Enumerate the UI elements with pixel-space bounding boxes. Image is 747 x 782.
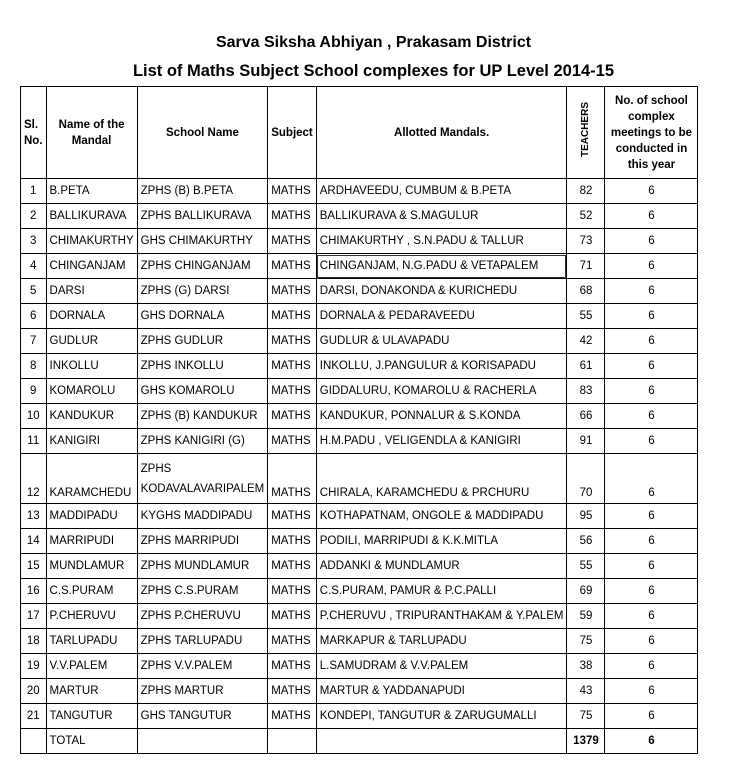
total-meetings: 6 [605, 729, 698, 754]
cell-mandal: BALLIKURAVA [46, 204, 137, 229]
cell-mandal: C.S.PURAM [46, 579, 137, 604]
cell-meetings: 6 [605, 554, 698, 579]
cell-subject: MATHS [268, 329, 317, 354]
cell-meetings: 6 [605, 579, 698, 604]
cell-school-name: ZPHS BALLIKURAVA [137, 204, 268, 229]
cell-allotted-mandals: CHIRALA, KARAMCHEDU & PRCHURU [316, 454, 567, 504]
cell-allotted-mandals: ARDHAVEEDU, CUMBUM & B.PETA [316, 179, 567, 204]
cell-subject: MATHS [268, 604, 317, 629]
cell-mandal: MARTUR [46, 679, 137, 704]
cell-allotted-mandals: P.CHERUVU , TRIPURANTHAKAM & Y.PALEM [316, 604, 567, 629]
cell-meetings: 6 [605, 504, 698, 529]
cell-subject: MATHS [268, 179, 317, 204]
cell-subject: MATHS [268, 554, 317, 579]
cell-meetings: 6 [605, 654, 698, 679]
table-row [21, 679, 698, 704]
cell-teachers: 43 [567, 679, 605, 704]
cell-allotted-mandals: MARTUR & YADDANAPUDI [316, 679, 567, 704]
cell-teachers: 69 [567, 579, 605, 604]
cell-teachers: 61 [567, 354, 605, 379]
cell-allotted-mandals: GUDLUR & ULAVAPADU [316, 329, 567, 354]
header-school-name: School Name [137, 87, 268, 179]
cell-sl-no: 1 [21, 179, 47, 204]
cell-teachers: 70 [567, 454, 605, 504]
cell-teachers: 55 [567, 554, 605, 579]
cell-school-name: ZPHS MUNDLAMUR [137, 554, 268, 579]
cell-sl-no: 17 [21, 604, 47, 629]
cell-meetings: 6 [605, 304, 698, 329]
table-row [21, 354, 698, 379]
cell-school-name: ZPHS MARTUR [137, 679, 268, 704]
cell-allotted-mandals: CHIMAKURTHY , S.N.PADU & TALLUR [316, 229, 567, 254]
cell-mandal: MUNDLAMUR [46, 554, 137, 579]
cell-mandal: DORNALA [46, 304, 137, 329]
cell-school-name: ZPHS V.V.PALEM [137, 654, 268, 679]
cell-sl-no: 10 [21, 404, 47, 429]
cell-sl-no: 9 [21, 379, 47, 404]
cell-allotted-mandals: H.M.PADU , VELIGENDLA & KANIGIRI [316, 429, 567, 454]
cell-allotted-mandals: L.SAMUDRAM & V.V.PALEM [316, 654, 567, 679]
cell-school-name: ZPHS P.CHERUVU [137, 604, 268, 629]
table-row [21, 329, 698, 354]
total-teachers: 1379 [567, 729, 605, 754]
cell-school-name: ZPHS TARLUPADU [137, 629, 268, 654]
cell-school-name: KYGHS MADDIPADU [137, 504, 268, 529]
header-teachers [567, 87, 605, 179]
cell-school-name: ZPHS MARRIPUDI [137, 529, 268, 554]
cell-school-name: ZPHS GUDLUR [137, 329, 268, 354]
cell-subject: MATHS [268, 254, 317, 279]
cell-subject: MATHS [268, 704, 317, 729]
cell-mandal: MADDIPADU [46, 504, 137, 529]
cell-subject: MATHS [268, 679, 317, 704]
table-row [21, 179, 698, 204]
cell-meetings: 6 [605, 229, 698, 254]
cell-meetings: 6 [605, 279, 698, 304]
cell-subject: MATHS [268, 654, 317, 679]
cell-subject: MATHS [268, 204, 317, 229]
table-row [21, 529, 698, 554]
cell-mandal: KANIGIRI [46, 429, 137, 454]
cell-school-name: ZPHS KANIGIRI (G) [137, 429, 268, 454]
cell-mandal: KARAMCHEDU [46, 454, 137, 504]
cell-school-name: ZPHS CHINGANJAM [137, 254, 268, 279]
cell-allotted-mandals: GIDDALURU, KOMAROLU & RACHERLA [316, 379, 567, 404]
cell-teachers: 83 [567, 379, 605, 404]
cell-teachers: 71 [567, 254, 605, 279]
cell-mandal: KANDUKUR [46, 404, 137, 429]
cell-subject: MATHS [268, 529, 317, 554]
cell-mandal: DARSI [46, 279, 137, 304]
cell-sl-no: 14 [21, 529, 47, 554]
cell-teachers: 82 [567, 179, 605, 204]
header-mandal: Name of the Mandal [46, 87, 137, 179]
cell-allotted-mandals: PODILI, MARRIPUDI & K.K.MITLA [316, 529, 567, 554]
table-row [21, 279, 698, 304]
cell-allotted-mandals: KOTHAPATNAM, ONGOLE & MADDIPADU [316, 504, 567, 529]
cell-mandal: CHINGANJAM [46, 254, 137, 279]
cell-meetings: 6 [605, 179, 698, 204]
cell-sl-no: 2 [21, 204, 47, 229]
total-label: TOTAL [46, 729, 137, 754]
cell-teachers: 95 [567, 504, 605, 529]
cell-sl-no: 20 [21, 679, 47, 704]
cell-allotted-mandals: INKOLLU, J.PANGULUR & KORISAPADU [316, 354, 567, 379]
cell-teachers: 56 [567, 529, 605, 554]
cell-mandal: V.V.PALEM [46, 654, 137, 679]
table-row [21, 604, 698, 629]
table-row [21, 429, 698, 454]
cell-meetings: 6 [605, 704, 698, 729]
cell-meetings: 6 [605, 454, 698, 504]
cell-school-name: GHS KOMAROLU [137, 379, 268, 404]
cell-school-name: ZPHS INKOLLU [137, 354, 268, 379]
cell-teachers: 55 [567, 304, 605, 329]
cell-subject: MATHS [268, 354, 317, 379]
cell-allotted-mandals: KONDEPI, TANGUTUR & ZARUGUMALLI [316, 704, 567, 729]
document-subtitle: List of Maths Subject School complexes for UP Level 2014-15 [132, 62, 615, 80]
cell-sl-no: 21 [21, 704, 47, 729]
cell-sl-no: 3 [21, 229, 47, 254]
cell-teachers: 59 [567, 604, 605, 629]
header-subject: Subject [268, 87, 317, 179]
cell-mandal: INKOLLU [46, 354, 137, 379]
table-row [21, 254, 698, 279]
cell-teachers: 75 [567, 629, 605, 654]
table-row [21, 379, 698, 404]
cell-allotted-mandals: BALLIKURAVA & S.MAGULUR [316, 204, 567, 229]
cell-mandal: GUDLUR [46, 329, 137, 354]
cell-teachers: 68 [567, 279, 605, 304]
cell-meetings: 6 [605, 604, 698, 629]
cell-teachers: 42 [567, 329, 605, 354]
cell-school-name: ZPHS (B) KANDUKUR [137, 404, 268, 429]
cell-meetings: 6 [605, 679, 698, 704]
cell-sl-no: 12 [21, 454, 47, 504]
school-complex-table [20, 86, 698, 754]
cell-mandal: B.PETA [46, 179, 137, 204]
cell-meetings: 6 [605, 429, 698, 454]
table-row [21, 654, 698, 679]
cell-teachers: 75 [567, 704, 605, 729]
cell-subject: MATHS [268, 229, 317, 254]
cell-meetings: 6 [605, 404, 698, 429]
cell-mandal: CHIMAKURTHY [46, 229, 137, 254]
cell-subject: MATHS [268, 504, 317, 529]
cell-meetings: 6 [605, 254, 698, 279]
table-row [21, 504, 698, 529]
table-row [21, 229, 698, 254]
cell-meetings: 6 [605, 354, 698, 379]
cell-school-name: GHS DORNALA [137, 304, 268, 329]
cell-subject: MATHS [268, 304, 317, 329]
cell-subject: MATHS [268, 629, 317, 654]
cell-subject: MATHS [268, 429, 317, 454]
cell-sl-no: 6 [21, 304, 47, 329]
cell-sl-no: 11 [21, 429, 47, 454]
cell-allotted-mandals: ADDANKI & MUNDLAMUR [316, 554, 567, 579]
cell-sl-no: 13 [21, 504, 47, 529]
cell-meetings: 6 [605, 529, 698, 554]
table-row [21, 554, 698, 579]
header-meetings: No. of school complex meetings to be conducted in this year [605, 87, 698, 179]
cell-subject: MATHS [268, 404, 317, 429]
table-row [21, 454, 698, 504]
document-title: Sarva Siksha Abhiyan , Prakasam District [215, 34, 532, 51]
cell-teachers: 38 [567, 654, 605, 679]
cell-school-name: ZPHS KODAVALAVARIPALEM [137, 454, 268, 504]
cell-allotted-mandals[interactable]: CHINGANJAM, N.G.PADU & VETAPALEM [316, 254, 567, 279]
table-row [21, 704, 698, 729]
cell-subject: MATHS [268, 279, 317, 304]
cell-school-name: ZPHS (G) DARSI [137, 279, 268, 304]
cell-allotted-mandals: MARKAPUR & TARLUPADU [316, 629, 567, 654]
cell-sl-no: 18 [21, 629, 47, 654]
cell-sl-no: 4 [21, 254, 47, 279]
cell-meetings: 6 [605, 204, 698, 229]
cell-mandal: KOMAROLU [46, 379, 137, 404]
cell-teachers: 66 [567, 404, 605, 429]
header-allotted-mandals: Allotted Mandals. [316, 87, 567, 179]
cell-meetings: 6 [605, 379, 698, 404]
cell-allotted-mandals: DORNALA & PEDARAVEEDU [316, 304, 567, 329]
cell-sl-no: 19 [21, 654, 47, 679]
cell-school-name: ZPHS (B) B.PETA [137, 179, 268, 204]
cell-subject: MATHS [268, 454, 317, 504]
cell-allotted-mandals: C.S.PURAM, PAMUR & P.C.PALLI [316, 579, 567, 604]
table-row [21, 304, 698, 329]
cell-sl-no: 5 [21, 279, 47, 304]
cell-sl-no: 7 [21, 329, 47, 354]
cell-school-name: ZPHS C.S.PURAM [137, 579, 268, 604]
cell-mandal: TARLUPADU [46, 629, 137, 654]
cell-mandal: P.CHERUVU [46, 604, 137, 629]
table-row [21, 579, 698, 604]
cell-mandal: MARRIPUDI [46, 529, 137, 554]
table-row [21, 204, 698, 229]
cell-subject: MATHS [268, 379, 317, 404]
cell-allotted-mandals: KANDUKUR, PONNALUR & S.KONDA [316, 404, 567, 429]
total-row [21, 729, 698, 754]
teachers-header-label: TEACHERS [579, 102, 591, 158]
cell-allotted-mandals: DARSI, DONAKONDA & KURICHEDU [316, 279, 567, 304]
cell-meetings: 6 [605, 629, 698, 654]
cell-teachers: 73 [567, 229, 605, 254]
cell-meetings: 6 [605, 329, 698, 354]
cell-sl-no: 15 [21, 554, 47, 579]
table-row [21, 404, 698, 429]
cell-sl-no: 8 [21, 354, 47, 379]
header-sl-no: Sl. No. [21, 87, 47, 179]
cell-subject: MATHS [268, 579, 317, 604]
table-row [21, 629, 698, 654]
cell-mandal: TANGUTUR [46, 704, 137, 729]
cell-school-name: GHS TANGUTUR [137, 704, 268, 729]
cell-school-name: GHS CHIMAKURTHY [137, 229, 268, 254]
cell-teachers: 91 [567, 429, 605, 454]
cell-sl-no: 16 [21, 579, 47, 604]
cell-teachers: 52 [567, 204, 605, 229]
